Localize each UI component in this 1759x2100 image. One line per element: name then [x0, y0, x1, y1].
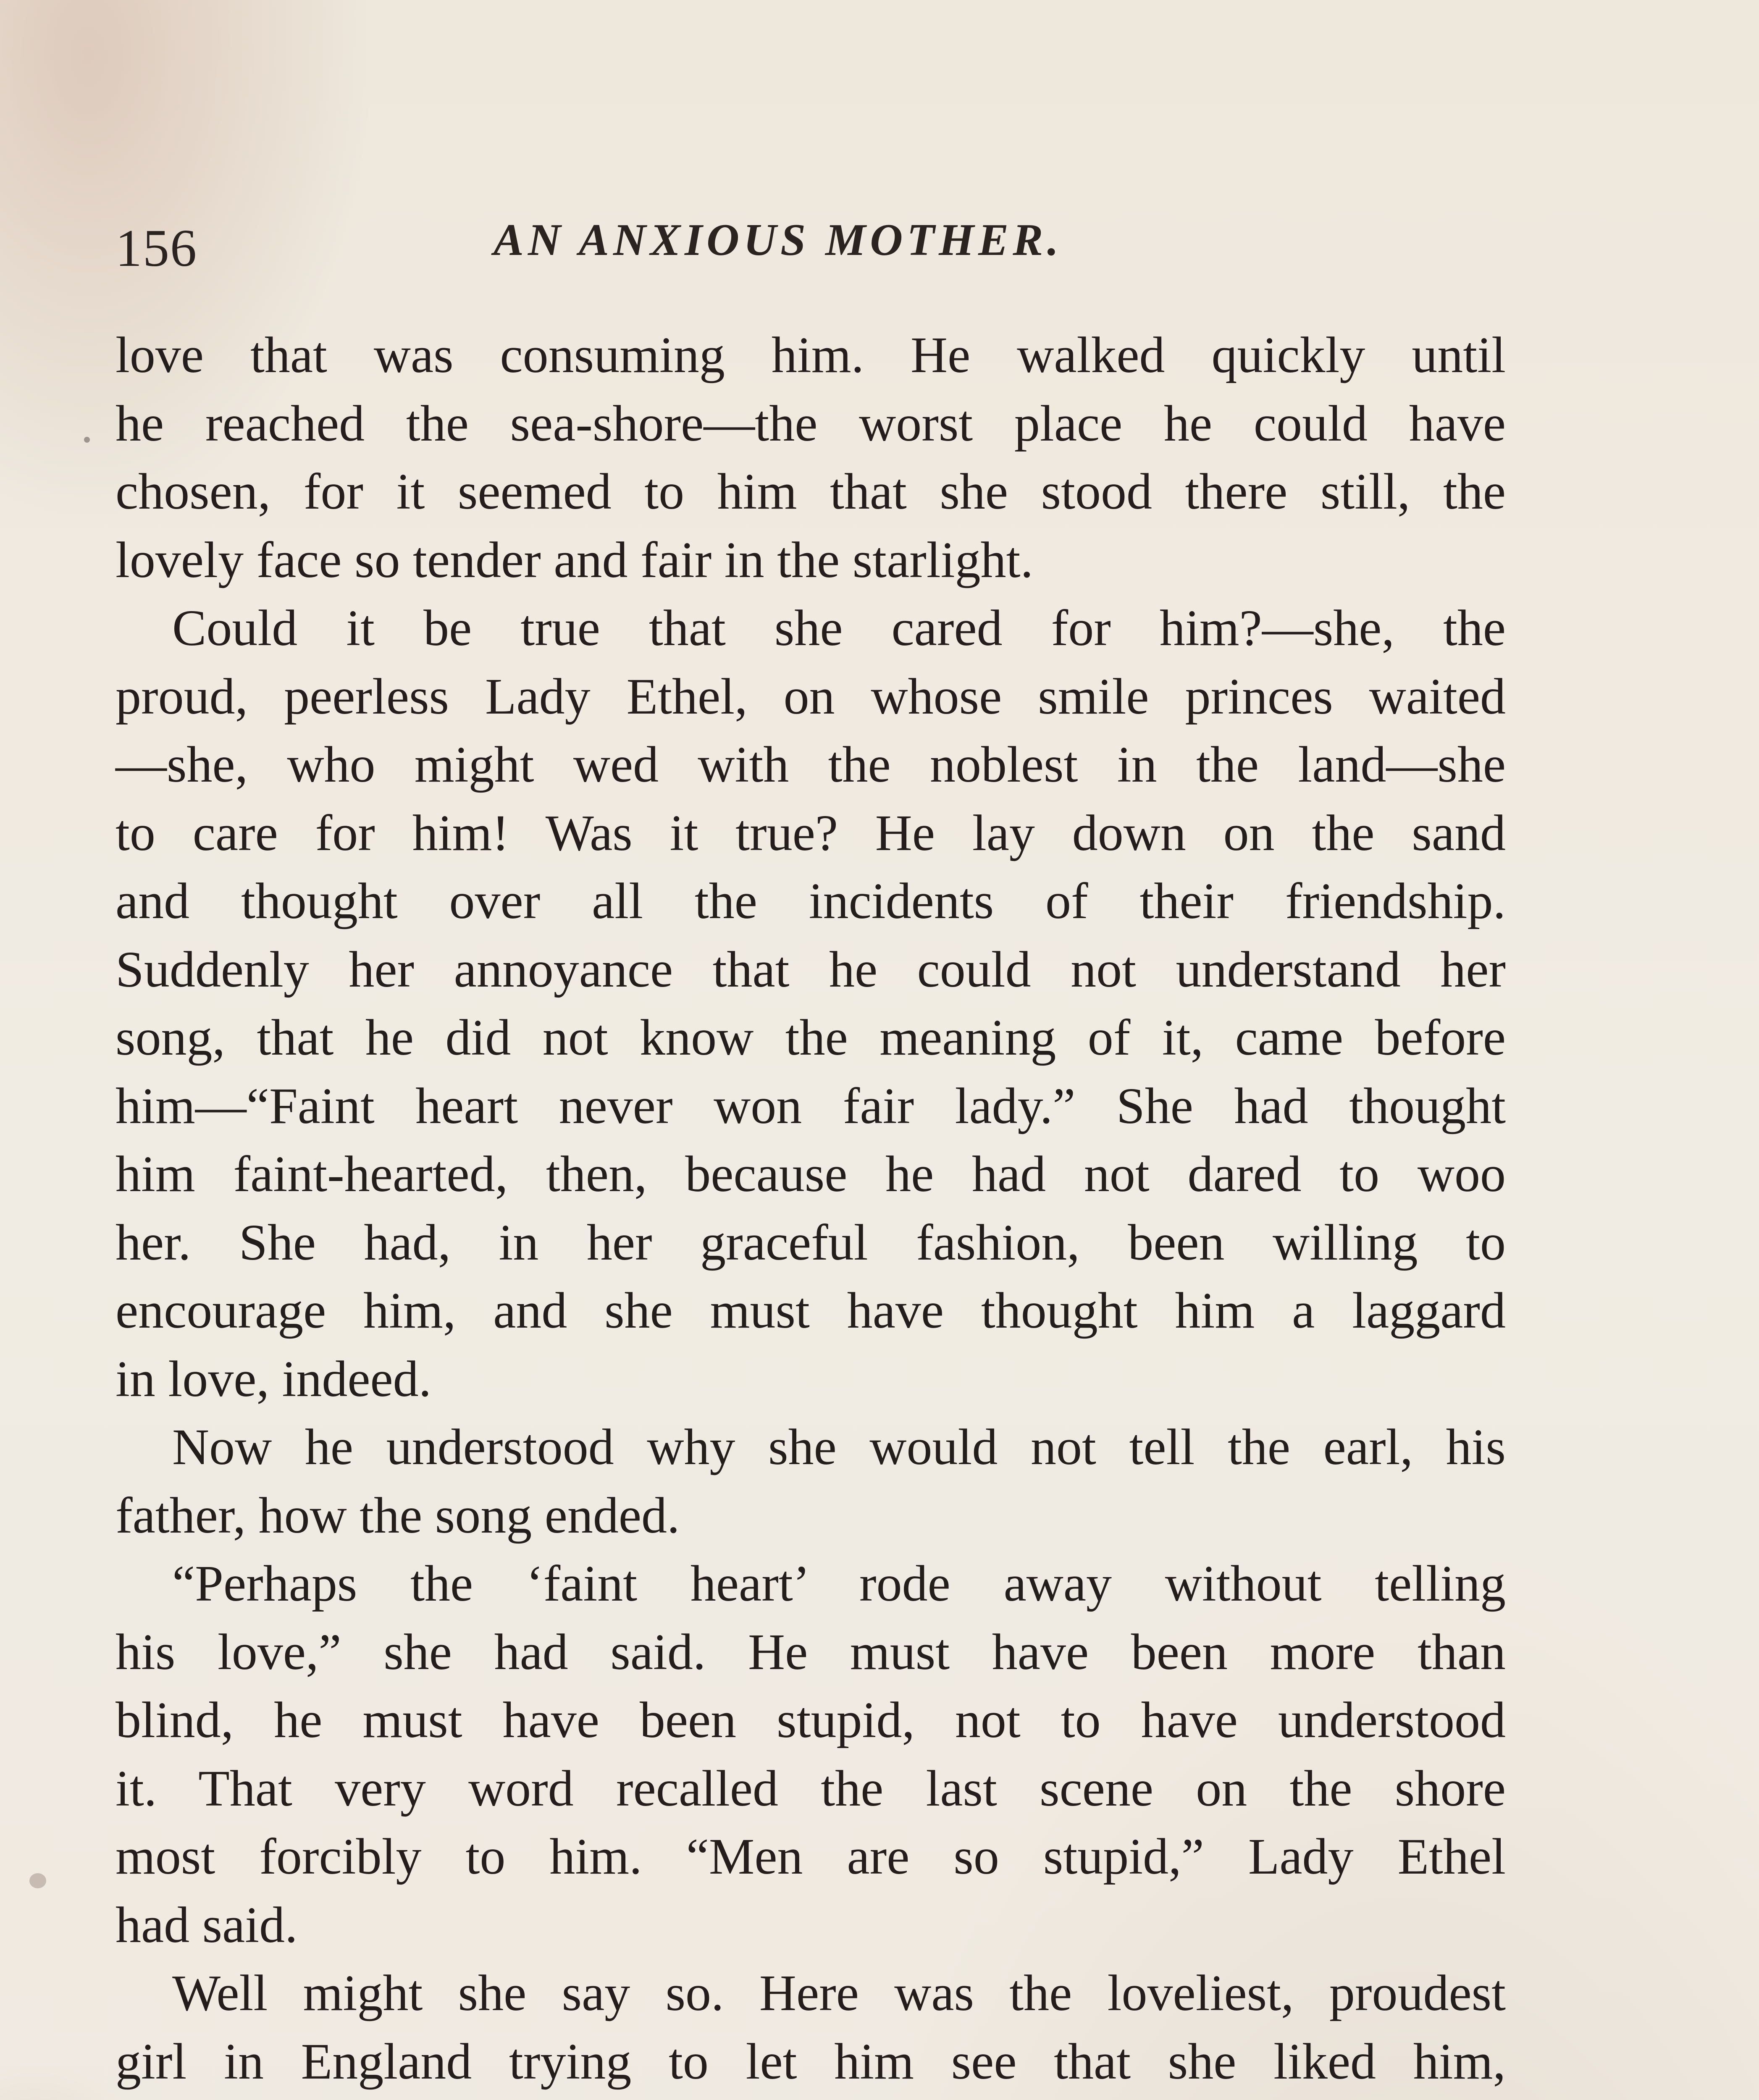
ink-stain: [29, 1873, 46, 1888]
text-line: lovely face so tender and fair in the starlight.: [116, 531, 1034, 588]
text-line: to care for him! Was it true? He lay down on the sand: [116, 804, 1506, 861]
ink-stain: [84, 437, 90, 443]
text-line: song, that he did not know the meaning of it, came before: [116, 1009, 1506, 1066]
text-line: blind, he must have been stupid, not to have understood: [116, 1692, 1506, 1748]
text-line: Well might she say so. Here was the loveliest, proudest: [172, 1965, 1506, 2021]
text-line: her. She had, in her graceful fashion, been willing to: [116, 1214, 1506, 1271]
text-line: chosen, for it seemed to him that she stood there still, the: [116, 463, 1506, 520]
text-line: Now he understood why she would not tell the earl, his: [172, 1419, 1506, 1475]
text-line: and thought over all the incidents of their friendship.: [116, 873, 1506, 929]
text-line: love that was consuming him. He walked quickly until: [116, 327, 1506, 383]
text-line: [116, 2096, 1506, 2100]
text-line: girl in England trying to let him see that she liked him,: [116, 2033, 1506, 2090]
text-line: had said.: [116, 1896, 298, 1953]
text-line: him—“Faint heart never won fair lady.” She had thought: [116, 1077, 1506, 1134]
text-line: “Perhaps the ‘faint heart’ rode away without telling: [172, 1555, 1506, 1612]
text-line: proud, peerless Lady Ethel, on whose smile princes waited: [116, 668, 1506, 725]
running-head: [116, 210, 1506, 277]
running-title: AN ANXIOUS MOTHER.: [494, 215, 1063, 265]
text-line: in love, indeed.: [116, 1350, 432, 1407]
text-line: Could it be true that she cared for him?—she, the: [172, 600, 1506, 656]
text-line: his love,” she had said. He must have been more than: [116, 1623, 1506, 1680]
body-text: [116, 321, 1506, 2100]
text-line: father, how the song ended.: [116, 1487, 680, 1544]
text-line: —she, who might wed with the noblest in the land—she: [116, 736, 1506, 793]
text-line: him faint-hearted, then, because he had not dared to woo: [116, 1146, 1506, 1202]
text-line: Suddenly her annoyance that he could not understand her: [116, 941, 1506, 998]
text-line: he reached the sea-shore—the worst place he could have: [116, 395, 1506, 452]
text-line: encourage him, and she must have thought him a laggard: [116, 1282, 1506, 1339]
text-line: it. That very word recalled the last scene on the shore: [116, 1760, 1506, 1817]
text-line: most forcibly to him. “Men are so stupid,” Lady Ethel: [116, 1828, 1506, 1885]
page-number: 156: [116, 219, 197, 278]
